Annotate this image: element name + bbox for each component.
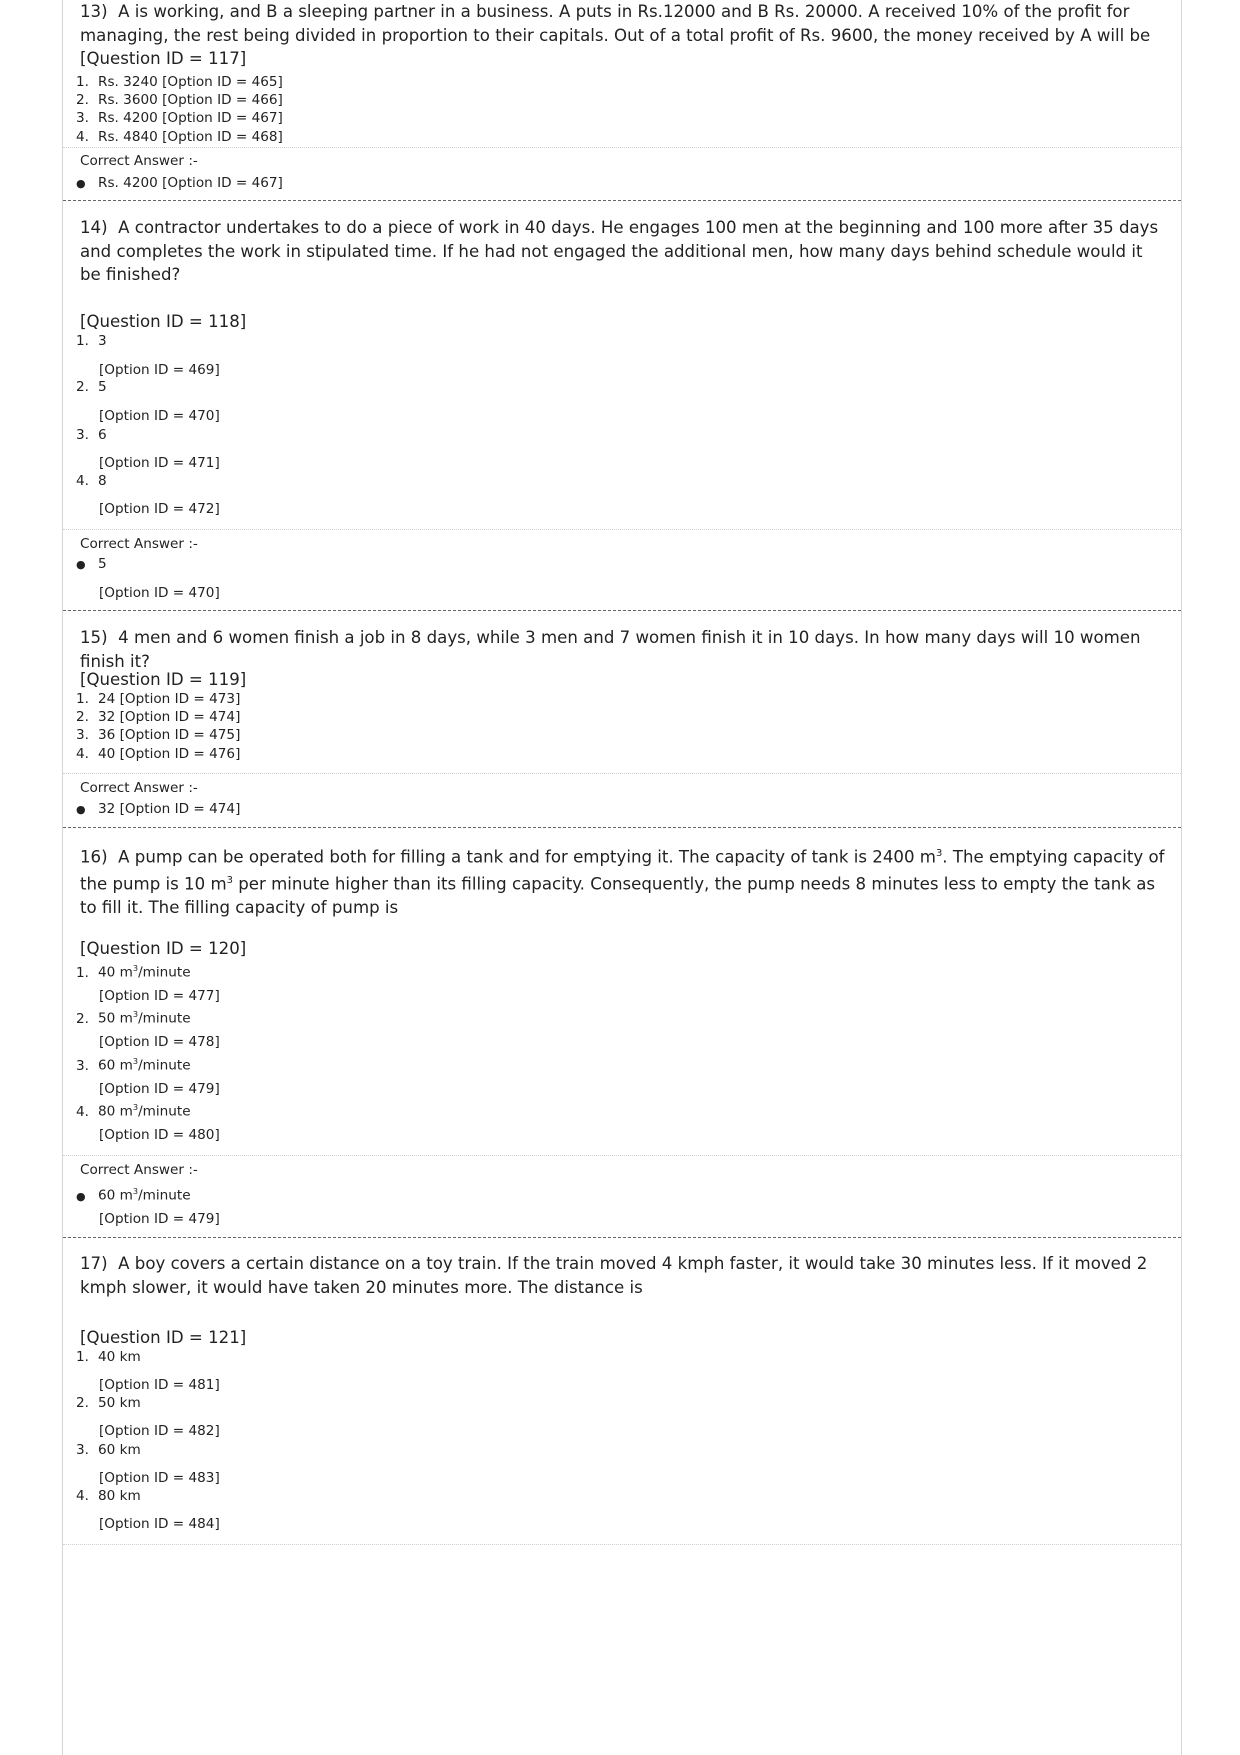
correct-answer-label: Correct Answer :- bbox=[80, 780, 198, 796]
section-divider bbox=[63, 529, 1181, 530]
question-text: 16) A pump can be operated both for filling a tank and for emptying it. The capacity of tank is 2400 $m^3$. The emptying capacity of the pump is 10 $m^3$ per minute higher than its filling capacity. Consequently, the pump needs 8 minutes less to empty the tank as to fill it. The filling capacity of pump is bbox=[80, 847, 1165, 918]
question-text: 15) 4 men and 6 women finish a job in 8 days, while 3 men and 7 women finish it in 10 days. In how many days will 10 women finish it? bbox=[80, 628, 1141, 671]
option-id: [Option ID = 481] bbox=[99, 1377, 220, 1393]
correct-answer-label: Correct Answer :- bbox=[80, 1162, 198, 1178]
bullet-icon: ● bbox=[76, 558, 86, 571]
option-item: 1. 40 km bbox=[76, 1349, 141, 1365]
correct-answer-label: Correct Answer :- bbox=[80, 536, 198, 552]
question-id: [Question ID = 121] bbox=[80, 1328, 247, 1347]
question-id: [Question ID = 119] bbox=[80, 670, 247, 689]
option-item: 3. 6 bbox=[76, 427, 107, 443]
option-id: [Option ID = 469] bbox=[99, 362, 220, 378]
question-divider bbox=[63, 827, 1181, 828]
option-id: [Option ID = 479] bbox=[99, 1211, 220, 1227]
option-item: 1. 40 $m^3$/minute bbox=[76, 963, 191, 981]
section-divider bbox=[63, 1155, 1181, 1156]
question-text: 17) A boy covers a certain distance on a toy train. If the train moved 4 kmph faster, it would take 30 minutes less. If it moved 2 kmph slower, it would have taken 20 minutes more. The distance is bbox=[80, 1254, 1148, 1297]
option-id: [Option ID = 480] bbox=[99, 1127, 220, 1143]
section-divider bbox=[63, 1544, 1181, 1545]
question-id: [Question ID = 118] bbox=[80, 312, 247, 331]
bullet-icon: ● bbox=[76, 1189, 86, 1203]
answer-key-sheet bbox=[62, 0, 1182, 1755]
question-id: [Question ID = 117] bbox=[80, 49, 247, 68]
bullet-icon: ● bbox=[76, 803, 86, 816]
option-item: 2. Rs. 3600 [Option ID = 466] bbox=[76, 92, 283, 108]
option-item: 4. 80 $m^3$/minute bbox=[76, 1102, 191, 1120]
option-item: 1. 3 bbox=[76, 333, 107, 349]
question-divider bbox=[63, 610, 1181, 611]
option-item: 3. 60 $m^3$/minute bbox=[76, 1056, 191, 1074]
option-id: [Option ID = 470] bbox=[99, 408, 220, 424]
correct-answer: ● 60 $m^3$/minute bbox=[76, 1181, 191, 1207]
option-id: [Option ID = 477] bbox=[99, 988, 220, 1004]
option-item: 3. 36 [Option ID = 475] bbox=[76, 727, 241, 743]
section-divider bbox=[63, 147, 1181, 148]
correct-answer-label: Correct Answer :- bbox=[80, 153, 198, 169]
question-text: 14) A contractor undertakes to do a piece of work in 40 days. He engages 100 men at the beginning and 100 more after 35 days and completes the work in stipulated time. If he had not engaged the additional men, how many days behind schedule would it be finished? bbox=[80, 218, 1159, 285]
option-item: 4. 40 [Option ID = 476] bbox=[76, 746, 241, 762]
option-item: 4. Rs. 4840 [Option ID = 468] bbox=[76, 129, 283, 145]
option-item: 4. 80 km bbox=[76, 1488, 141, 1504]
option-item: 1. Rs. 3240 [Option ID = 465] bbox=[76, 74, 283, 90]
section-divider bbox=[63, 773, 1181, 774]
option-id: [Option ID = 472] bbox=[99, 501, 220, 517]
question-text: 13) A is working, and B a sleeping partner in a business. A puts in Rs.12000 and B Rs. 20000. A received 10% of the profit for managing, the rest being divided in proportion to their capitals. Out of a total profit of Rs. 9600, the money received by A will be bbox=[80, 2, 1151, 45]
option-id: [Option ID = 483] bbox=[99, 1470, 220, 1486]
question-divider bbox=[63, 1237, 1181, 1238]
option-id: [Option ID = 484] bbox=[99, 1516, 220, 1532]
option-item: 2. 32 [Option ID = 474] bbox=[76, 709, 241, 725]
option-item: 2. 5 bbox=[76, 379, 107, 395]
option-id: [Option ID = 478] bbox=[99, 1034, 220, 1050]
option-item: 3. 60 km bbox=[76, 1442, 141, 1458]
question-divider bbox=[63, 200, 1181, 201]
option-item: 2. 50 km bbox=[76, 1395, 141, 1411]
correct-answer: ● 32 [Option ID = 474] bbox=[76, 799, 240, 820]
option-id: [Option ID = 482] bbox=[99, 1423, 220, 1439]
question-id: [Question ID = 120] bbox=[80, 939, 247, 958]
option-item: 4. 8 bbox=[76, 473, 107, 489]
option-item: 1. 24 [Option ID = 473] bbox=[76, 691, 241, 707]
correct-answer: ● Rs. 4200 [Option ID = 467] bbox=[76, 173, 283, 194]
option-item: 2. 50 $m^3$/minute bbox=[76, 1009, 191, 1027]
option-id: [Option ID = 479] bbox=[99, 1081, 220, 1097]
option-id: [Option ID = 470] bbox=[99, 585, 220, 601]
correct-answer: ● 5 bbox=[76, 554, 107, 575]
option-id: [Option ID = 471] bbox=[99, 455, 220, 471]
option-item: 3. Rs. 4200 [Option ID = 467] bbox=[76, 110, 283, 126]
bullet-icon: ● bbox=[76, 177, 86, 190]
